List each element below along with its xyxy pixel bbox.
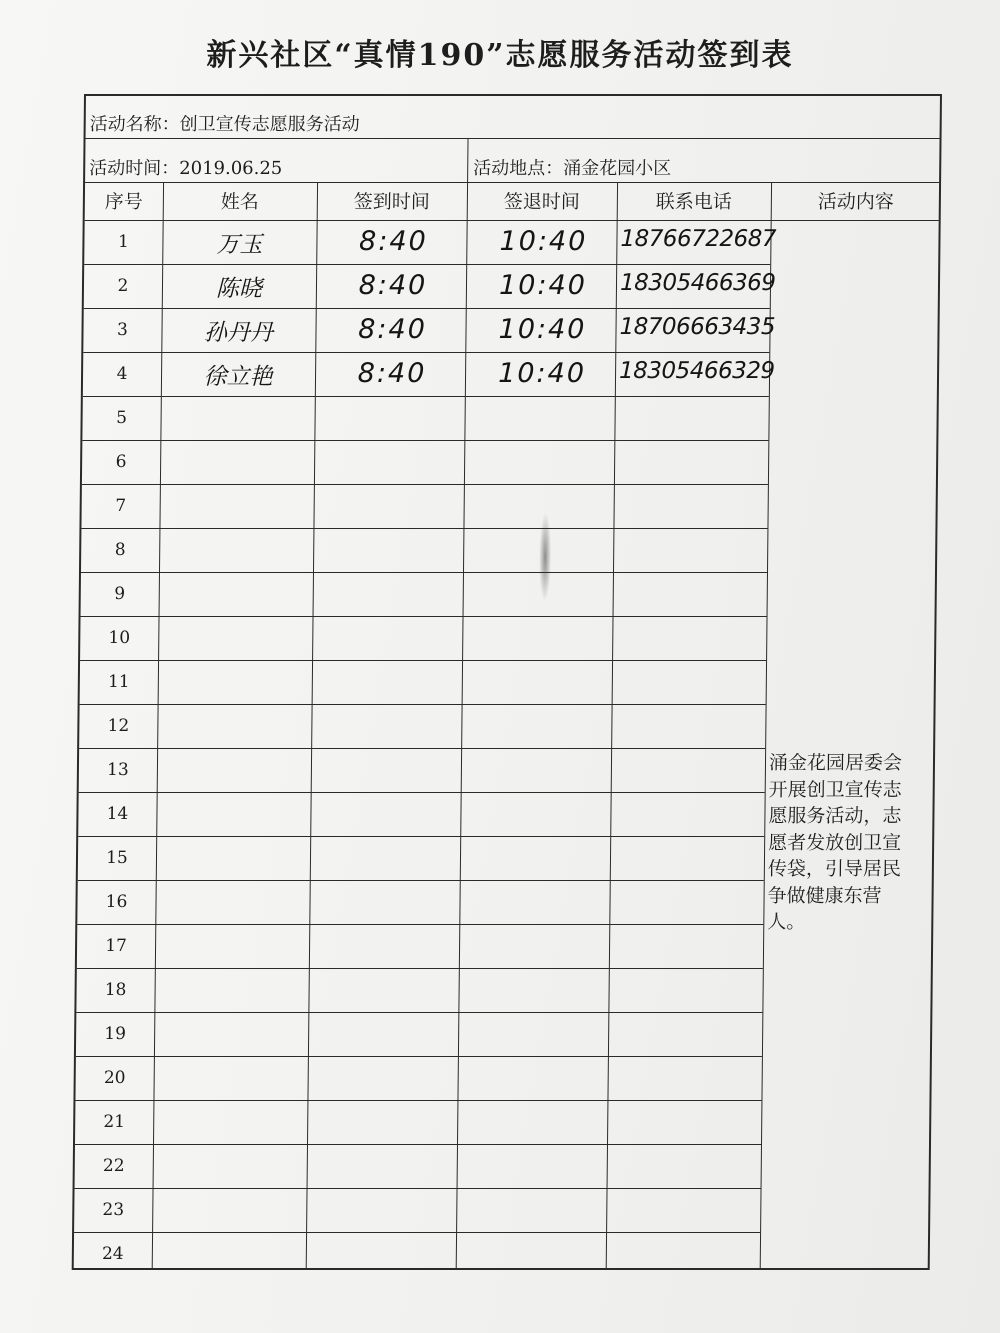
row-number: 3 [117, 320, 129, 340]
activity-name-row [86, 96, 940, 139]
row-divider [80, 660, 766, 661]
row-number: 4 [116, 364, 128, 384]
entry-phone: 18766722687 [620, 226, 777, 252]
entry-sign-in-time: 8:40 [358, 226, 428, 257]
row-number: 5 [116, 408, 128, 428]
row-number: 17 [105, 936, 127, 956]
row-divider [78, 836, 764, 837]
row-divider [75, 1100, 761, 1101]
row-divider [76, 1056, 762, 1057]
header-sign-in: 签到时间 [353, 191, 430, 213]
row-divider [81, 528, 767, 529]
header-phone: 联系电话 [655, 191, 732, 213]
row-number: 14 [106, 804, 129, 824]
row-number: 10 [108, 628, 131, 648]
row-divider [77, 968, 763, 969]
entry-sign-out-time: 10:40 [498, 314, 587, 345]
header-index: 序号 [104, 191, 143, 213]
activity-time-place-row [85, 138, 939, 183]
header-content: 活动内容 [817, 191, 894, 213]
row-number: 21 [103, 1112, 126, 1132]
sign-in-form [72, 94, 942, 1270]
entry-name: 万玉 [216, 232, 263, 258]
row-divider [82, 440, 768, 441]
row-divider [79, 792, 765, 793]
row-number: 8 [114, 540, 126, 560]
entry-sign-out-time: 10:40 [499, 226, 588, 257]
row-divider [84, 264, 770, 265]
info-divider [467, 138, 468, 182]
row-number: 22 [102, 1156, 125, 1176]
ink-smudge [539, 512, 552, 602]
row-divider [80, 704, 766, 705]
entry-phone: 18305466329 [618, 358, 775, 384]
row-number: 13 [106, 760, 129, 780]
header-bottom-line [85, 220, 939, 221]
entry-sign-in-time: 8:40 [358, 270, 428, 301]
row-divider [79, 748, 765, 749]
entry-sign-out-time: 10:40 [498, 358, 587, 389]
activity-content-text: 涌金花园居委会开展创卫宣传志愿服务活动，志愿者发放创卫宣传袋，引导居民争做健康东营人。 [767, 752, 903, 933]
row-divider [81, 572, 767, 573]
row-divider [75, 1188, 761, 1189]
entry-sign-in-time: 8:40 [357, 358, 427, 389]
row-number: 15 [106, 848, 128, 868]
entry-phone: 18305466369 [619, 270, 776, 296]
row-divider [77, 924, 763, 925]
row-number: 12 [107, 716, 130, 736]
row-divider [81, 616, 767, 617]
header-sign-out: 签退时间 [503, 191, 580, 213]
row-number: 7 [115, 496, 127, 516]
activity-time: 活动时间：2019.06.25 [89, 158, 283, 179]
page-title: 新兴社区“真情190”志愿服务活动签到表 [206, 38, 794, 73]
row-number: 11 [107, 672, 130, 692]
row-divider [76, 1012, 762, 1013]
column-divider [760, 182, 772, 1268]
entry-sign-in-time: 8:40 [358, 314, 428, 345]
row-number: 23 [102, 1200, 125, 1220]
row-divider [83, 396, 769, 397]
row-number: 9 [114, 584, 126, 604]
row-number: 16 [105, 892, 128, 912]
row-divider [75, 1144, 761, 1145]
row-divider [74, 1232, 760, 1233]
row-number: 24 [101, 1244, 124, 1264]
row-divider [78, 880, 764, 881]
row-number: 18 [104, 980, 127, 1000]
activity-place: 活动地点：涌金花园小区 [473, 158, 672, 179]
entry-name: 陈晓 [215, 276, 263, 302]
header-name: 姓名 [220, 191, 259, 213]
entry-name: 孙丹丹 [203, 320, 274, 346]
row-divider [83, 352, 769, 353]
row-number: 2 [117, 276, 129, 296]
row-number: 1 [117, 232, 129, 252]
row-divider [84, 308, 770, 309]
row-number: 19 [104, 1024, 127, 1044]
row-number: 6 [115, 452, 127, 472]
entry-phone: 18706663435 [619, 314, 776, 340]
entry-sign-out-time: 10:40 [498, 270, 588, 301]
row-number: 20 [103, 1068, 126, 1088]
row-divider [82, 484, 768, 485]
attendance-table [74, 182, 939, 1268]
activity-name: 活动名称：创卫宣传志愿服务活动 [89, 114, 360, 135]
entry-name: 徐立艳 [203, 364, 273, 390]
